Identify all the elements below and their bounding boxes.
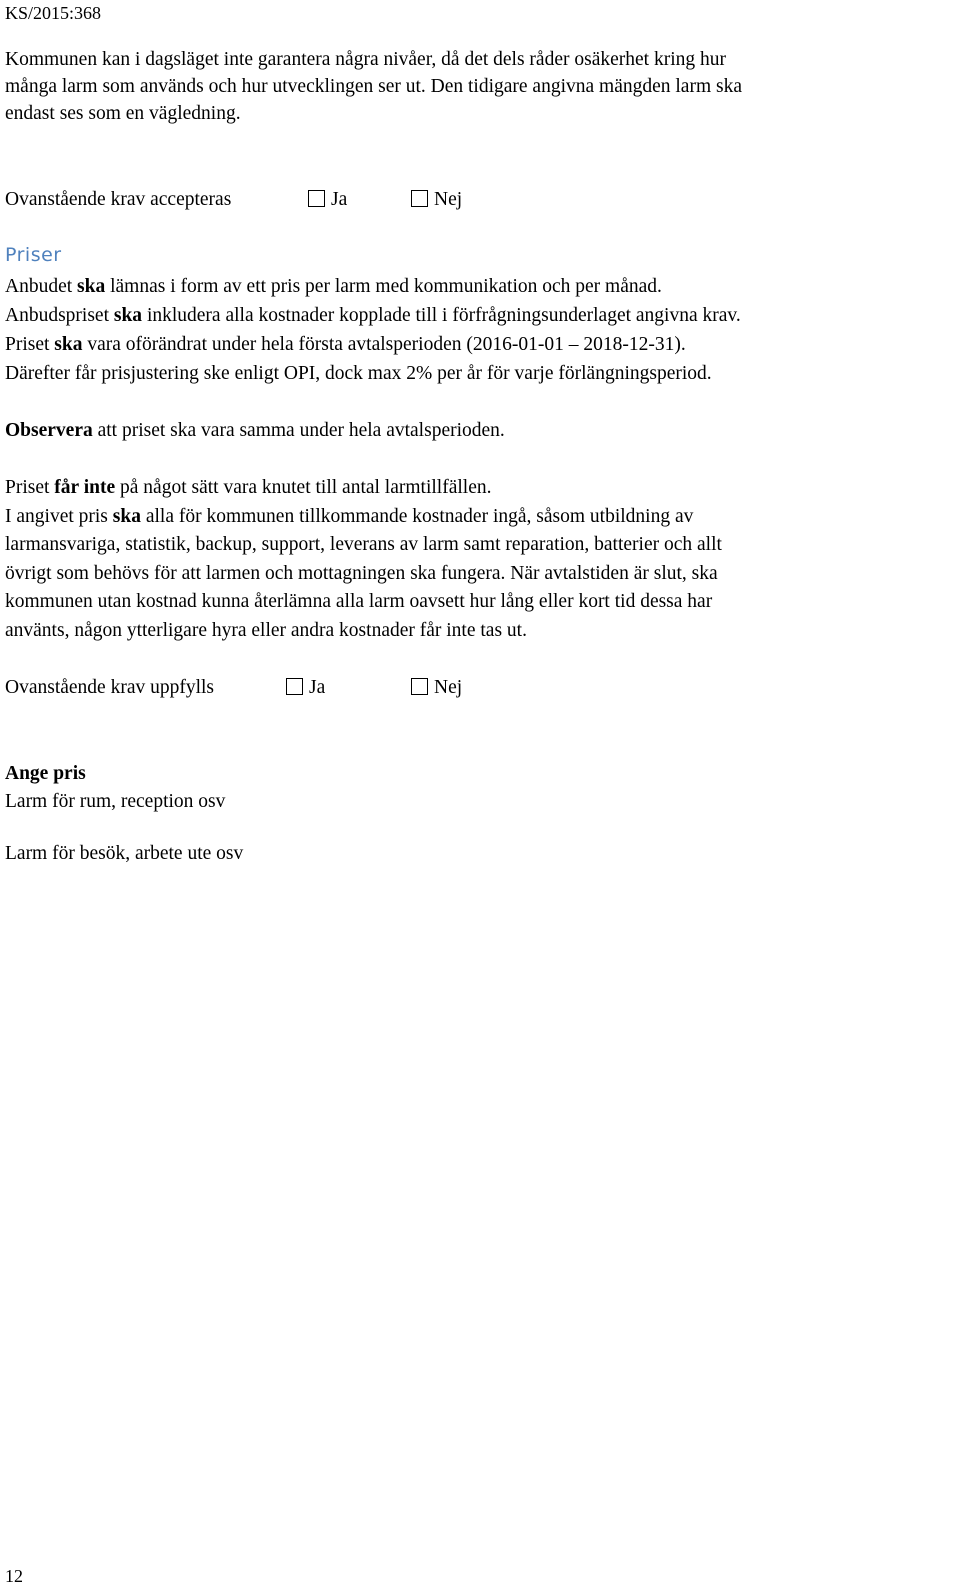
observera-note: Observera att priset ska vara samma under hela avtalsperioden. (5, 420, 505, 441)
accept-row (5, 185, 605, 214)
rules-line-4: övrigt som behövs för att larmen och mottagningen ska fungera. När avtalstiden är slut, ska (5, 563, 718, 584)
fulfil-label: Ovanstående krav uppfylls (5, 677, 215, 698)
price-item-room-alarm: Larm för rum, reception osv (5, 791, 226, 812)
accept-no-option[interactable] (411, 185, 462, 214)
fulfil-row (5, 673, 605, 702)
accept-yes-label: Ja (331, 189, 348, 210)
intro-line-1: Kommunen kan i dagsläget inte garantera några nivåer, då det dels råder osäkerhet kring hur (5, 49, 726, 70)
price-item-visit-alarm: Larm för besök, arbete ute osv (5, 843, 244, 864)
fulfil-yes-checkbox[interactable] (286, 678, 303, 695)
priser-line-2: Anbudspriset ska inkludera alla kostnader kopplade till i förfrågningsunderlaget angivna krav. (5, 305, 741, 326)
page-number: 12 (5, 1566, 23, 1586)
ange-pris-heading: Ange pris (5, 763, 86, 784)
rules-line-3: larmansvariga, statistik, backup, support, leverans av larm samt reparation, batterier och allt (5, 534, 722, 555)
rules-line-1: Priset får inte på något sätt vara knutet till antal larmtillfällen. (5, 477, 492, 498)
priser-line-4: Därefter får prisjustering ske enligt OPI, dock max 2% per år för varje förlängningsperiod. (5, 363, 712, 384)
rules-line-6: använts, någon ytterligare hyra eller andra kostnader får inte tas ut. (5, 620, 527, 641)
priser-line-1: Anbudet ska lämnas i form av ett pris per larm med kommunikation och per månad. (5, 276, 662, 297)
section-heading-priser: Priser (5, 244, 62, 266)
accept-yes-checkbox[interactable] (308, 190, 325, 207)
accept-no-checkbox[interactable] (411, 190, 428, 207)
priser-line-3: Priset ska vara oförändrat under hela första avtalsperioden (2016-01-01 – 2018-12-31). (5, 334, 686, 355)
intro-line-3: endast ses som en vägledning. (5, 103, 241, 124)
accept-no-label: Nej (434, 189, 463, 210)
fulfil-yes-label: Ja (309, 677, 326, 698)
accept-yes-option[interactable] (308, 185, 347, 214)
intro-line-2: många larm som används och hur utvecklingen ser ut. Den tidigare angivna mängden larm ska (5, 76, 742, 97)
fulfil-no-label: Nej (434, 677, 463, 698)
document-id: KS/2015:368 (5, 3, 102, 23)
rules-line-5: kommunen utan kostnad kunna återlämna alla larm oavsett hur lång eller kort tid dessa har (5, 591, 713, 612)
fulfil-no-option[interactable] (411, 673, 462, 702)
accept-label: Ovanstående krav accepteras (5, 189, 232, 210)
fulfil-no-checkbox[interactable] (411, 678, 428, 695)
rules-line-2: I angivet pris ska alla för kommunen tillkommande kostnader ingå, såsom utbildning av (5, 506, 694, 527)
fulfil-yes-option[interactable] (286, 673, 325, 702)
